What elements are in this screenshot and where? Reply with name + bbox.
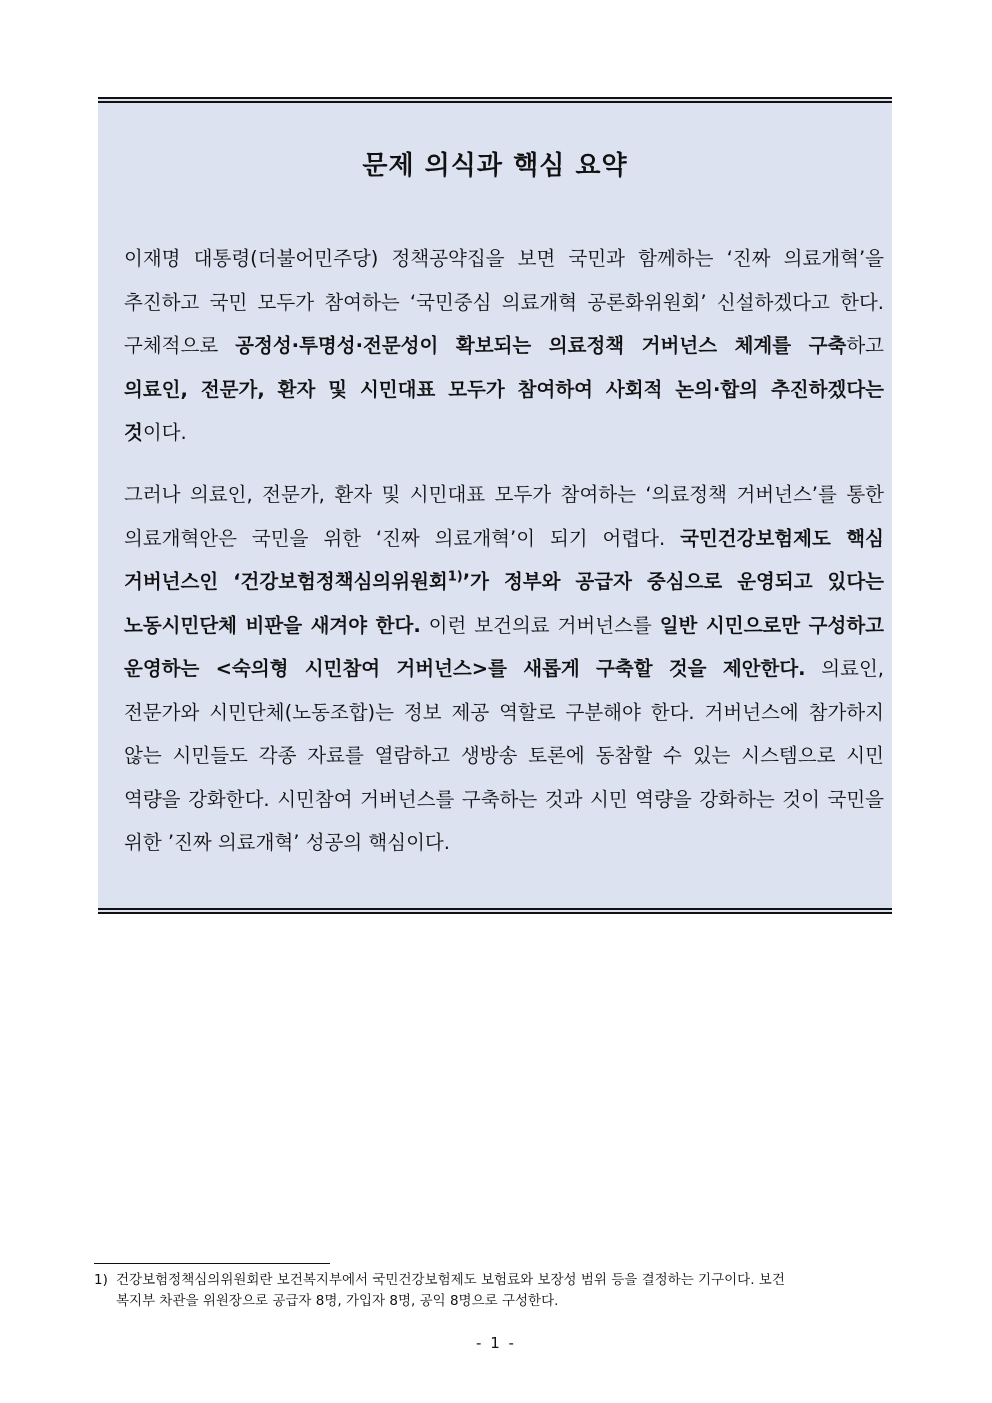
footnote-line-1: 건강보험정책심의위원회란 보건복지부에서 국민건강보험제도 보험료와 보장성 범위 등을 결정하는 기구이다. 보건 — [116, 1272, 785, 1288]
page-number: - 1 - — [476, 1334, 516, 1352]
emphasis-text: 국민건강보험제도 핵심 거버넌스인 ‘건강보험정책심의위원회 — [124, 526, 884, 593]
footnote — [94, 1270, 900, 1312]
body-text: 하고 — [846, 334, 885, 357]
body-text: 이재명 대통령(더불어민주당) 정책공약집을 보면 국민과 함께하는 ‘진짜 의료개혁’을 추진하고 국민 모두가 참여하는 ‘국민중심 의료개혁 공론화위원회’ 신설하겠다고 한다. 구체적으로 — [124, 247, 884, 357]
summary-paragraph-2 — [124, 473, 884, 865]
emphasis-text: 일반 시민으로만 구성하고 운영하는 <숙의형 시민참여 거버넌스>를 새롭게 구축할 것을 제안한다. — [124, 613, 884, 680]
body-text: 의료인, 전문가와 시민단체(노동조합)는 정보 제공 역할로 구분해야 한다. 거버넌스에 참가하지 않는 시민들도 각종 자료를 열람하고 생방송 토론에 동참할 수 있는 시스템으로 시민 역량을 강화한다. 시민참여 거버넌스를 구축하는 것과 시민 역량을 강화하는 것이 국민을 위한 ’진짜 의료개혁’ 성공의 핵심이다. — [124, 657, 884, 854]
emphasis-text: 의료인, 전문가, 환자 및 시민대표 모두가 참여하여 사회적 논의·합의 추진하겠다는 것 — [124, 377, 884, 444]
emphasis-text: ’가 정부와 공급자 중심으로 운영되고 있다는 노동시민단체 비판을 새겨야 한다. — [124, 570, 885, 637]
body-text: 그러나 의료인, 전문가, 환자 및 시민대표 모두가 참여하는 ‘의료정책 거버넌스’를 통한 의료개혁안은 국민을 위한 ‘진짜 의료개혁’이 되기 어렵다. — [124, 483, 884, 550]
footnote-number: 1) — [94, 1272, 108, 1288]
body-text: 이다. — [142, 421, 187, 444]
footnote-line-2: 복지부 차관을 위원장으로 공급자 8명, 가입자 8명, 공익 8명으로 구성한다. — [116, 1293, 559, 1309]
footnote-divider — [94, 1263, 330, 1264]
body-text: 이런 보건의료 거버넌스를 — [420, 613, 660, 637]
summary-paragraph-1 — [124, 237, 884, 455]
emphasis-text: 공정성·투명성·전문성이 확보되는 의료정책 거버넌스 체계를 구축 — [235, 334, 847, 357]
summary-box — [98, 97, 892, 914]
footnote-reference: 1) — [447, 569, 463, 585]
summary-title: 문제 의식과 핵심 요약 — [362, 151, 628, 181]
